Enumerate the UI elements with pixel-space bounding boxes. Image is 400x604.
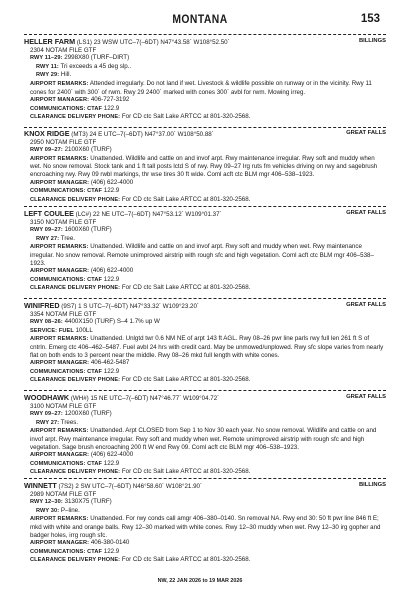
region-label: GREAT FALLS	[346, 302, 386, 308]
clearance-text: For CD ctc Salt Lake ARTCC at 801-320-2568.	[121, 195, 251, 203]
clearance-label: CLEARANCE DELIVERY PHONE:	[30, 196, 121, 203]
remarks-text: Attended irregularly. Do not land if wet. Livestock & wildlife possible on runway or in the vicinity. Rwy 11 cones for 2400´ with 300´ of rwm. Rwy 29 2400´ marked with cones 300´ avbl for rwm. Mowing irreg.	[30, 79, 372, 96]
manager-label: AIRPORT MANAGER:	[30, 97, 90, 104]
elevation-notam: 2304 NOTAM FILE GTF	[30, 46, 97, 54]
manager-label: AIRPORT MANAGER:	[30, 360, 90, 367]
runway-value: 4400X150 (TURF) S–4 1.7% up W	[64, 318, 160, 326]
remarks-label: AIRPORT REMARKS:	[30, 428, 89, 435]
comm-label: COMMUNICATIONS: CTAF	[30, 276, 103, 283]
runway-value: 2100X60 (TURF)	[64, 146, 112, 154]
remarks-label: AIRPORT REMARKS:	[30, 516, 89, 523]
airport-name: HELLER FARM	[24, 38, 76, 46]
remarks-text: Unattended. Arpt CLOSED from Sep 1 to Nov 30 each year. No snow removal. Wildlife and cattle on and invof arpt. Rwy maintenance irregular. Rwy soft and muddy when wet. Remote unimproved airstrip with rough sfc and high vegetation. Sage brush encroaching 200 ft W end Rwy 09. Coml acft ctc BLM mgr 406–538–1923.	[30, 427, 377, 451]
separator	[24, 34, 386, 35]
elevation-notam: 2950 NOTAM FILE GTF	[30, 138, 97, 146]
ctaf-frequency: 122.9	[103, 459, 120, 467]
airport-name: LEFT COULEE	[24, 210, 74, 218]
runway-label: RWY 09–27:	[30, 147, 63, 154]
separator	[24, 298, 386, 299]
region-label: GREAT FALLS	[346, 210, 386, 216]
region-label: GREAT FALLS	[346, 394, 386, 400]
runway-end-label: RWY 27:	[36, 419, 60, 426]
runway-end-label: RWY 11:	[36, 63, 59, 70]
runway-label: RWY 09–27:	[30, 411, 63, 418]
region-label: GREAT FALLS	[346, 130, 386, 136]
manager-phone: (406) 622-4000	[90, 451, 134, 459]
airport-name: WINIFRED	[24, 302, 60, 310]
manager-phone: 406-462-5487	[90, 359, 130, 367]
clearance-label: CLEARANCE DELIVERY PHONE:	[30, 469, 121, 476]
airport-name: WOODHAWK	[24, 394, 70, 402]
manager-phone: (406) 622-4000	[90, 178, 134, 186]
separator	[24, 478, 386, 479]
clearance-text: For CD ctc Salt Lake ARTCC at 801-320-2568.	[121, 284, 251, 292]
manager-label: AIRPORT MANAGER:	[30, 179, 90, 186]
runway-end-value: Hill.	[60, 71, 72, 79]
elevation-notam: 3150 NOTAM FILE GTF	[30, 218, 97, 226]
airport-entry-left-coulee	[24, 210, 386, 293]
separator	[24, 206, 386, 207]
ctaf-frequency: 122.9	[103, 275, 120, 283]
ctaf-frequency: 122.9	[103, 104, 120, 112]
comm-label: COMMUNICATIONS: CTAF	[30, 368, 103, 375]
remarks-text: Unattended. Wildlife and cattle on and invof arpt. Rwy soft and muddy when wet. Rwy maintenance irregular. No snow removal. Remote unimproved airstrip with rough sfc and high vegetation. Coml acft ctc BLM mgr 406–538–1923.	[30, 243, 374, 267]
runway-label: RWY 08–26:	[30, 319, 63, 326]
manager-label: AIRPORT MANAGER:	[30, 452, 90, 459]
runway-label: RWY 11–29:	[30, 55, 63, 62]
airport-location: (9S7) 1 S UTC–7(–6DT) N47°33.32´ W109°23.20´	[61, 303, 199, 310]
clearance-text: For CD ctc Salt Lake ARTCC at 801-320-2568.	[121, 468, 251, 476]
elevation-notam: 3354 NOTAM FILE GTF	[30, 310, 97, 318]
airport-location: (7S2) 2 SW UTC–7(–6DT) N46°58.60´ W108°21.90´	[58, 483, 203, 490]
ctaf-frequency: 122.9	[103, 187, 120, 195]
airport-location: (WH#) 15 NE UTC–7(–6DT) N47°46.77´ W109°04.72´	[70, 395, 220, 402]
comm-label: COMMUNICATIONS: CTAF	[30, 460, 103, 467]
airport-name: WINNETT	[24, 482, 57, 490]
manager-phone: 406-727-3192	[90, 96, 130, 104]
airport-entry-woodhawk	[24, 394, 386, 477]
runway-value: 3130X75 (TURF)	[64, 498, 112, 506]
runway-end-value: Tree.	[60, 234, 76, 242]
runway-end-value: P–line.	[60, 506, 80, 514]
runway-end-label: RWY 30:	[36, 507, 60, 514]
page-footer: NW, 22 JAN 2026 to 19 MAR 2026	[157, 578, 243, 584]
clearance-label: CLEARANCE DELIVERY PHONE:	[30, 285, 121, 292]
separator	[24, 390, 386, 391]
comm-label: COMMUNICATIONS: CTAF	[30, 548, 103, 555]
airport-entry-knox-ridge	[24, 130, 386, 204]
elevation-notam: 2989 NOTAM FILE GTF	[30, 490, 97, 498]
runway-label: RWY 12–30:	[30, 499, 63, 506]
remarks-label: AIRPORT REMARKS:	[30, 80, 89, 87]
page-title: MONTANA	[172, 14, 228, 26]
fuel-label: FUEL	[58, 327, 74, 334]
remarks-text: Unattended. Wildlife and cattle on and invof arpt. Rwy maintenance irregular. Rwy soft and muddy when wet. No snow removal. Stock tank and 1 ft tall posts lctd S of rwy. Rwy 09–27 Irg ruts fm vehicles driving on rwy and sagebrush encroaching rwy. Rwy 09 rwbl markings, thr wse tires 30 ft wide. Coml acft ctc BLM mgr 406–538–1923.	[30, 154, 378, 178]
clearance-label: CLEARANCE DELIVERY PHONE:	[30, 557, 121, 564]
manager-label: AIRPORT MANAGER:	[30, 268, 90, 275]
airport-location: (LC#) 22 NE UTC–7(–6DT) N47°53.12´ W109°01.37´	[75, 211, 222, 218]
runway-value: 1600X60 (TURF)	[64, 226, 112, 234]
region-label: BILLINGS	[358, 482, 386, 488]
manager-phone: 406-380-0140	[90, 539, 130, 547]
airport-entry-winifred	[24, 302, 386, 385]
manager-phone: (406) 622-4000	[90, 267, 134, 275]
runway-end-label: RWY 27:	[36, 235, 60, 242]
manager-label: AIRPORT MANAGER:	[30, 540, 90, 547]
separator	[24, 127, 386, 128]
runway-value: 2998X80 (TURF–DIRT)	[64, 54, 130, 62]
runway-end-value: Tri exceeds a 45 deg slp..	[60, 62, 132, 70]
runway-value: 1200X60 (TURF)	[64, 410, 112, 418]
comm-label: COMMUNICATIONS: CTAF	[30, 188, 103, 195]
remarks-label: AIRPORT REMARKS:	[30, 244, 89, 251]
runway-end-label: RWY 29:	[36, 72, 60, 79]
ctaf-frequency: 122.9	[103, 367, 120, 375]
airport-entry-winnett	[24, 482, 386, 565]
airport-location: (MT3) 24 E UTC–7(–6DT) N47°37.00´ W108°50.88´	[71, 131, 214, 138]
region-label: BILLINGS	[358, 38, 386, 44]
clearance-text: For CD ctc Salt Lake ARTCC at 801-320-2568.	[121, 113, 251, 121]
runway-end-value: Trees.	[60, 418, 79, 426]
fuel-value: 100LL	[75, 326, 93, 334]
clearance-label: CLEARANCE DELIVERY PHONE:	[30, 114, 121, 121]
ctaf-frequency: 122.9	[103, 547, 120, 555]
runway-label: RWY 09–27:	[30, 227, 63, 234]
airport-name: KNOX RIDGE	[24, 130, 70, 138]
page-number: 153	[360, 13, 380, 25]
airport-location: (LS1) 23 WSW UTC–7(–6DT) N47°43.58´ W108°52.50´	[76, 39, 230, 46]
clearance-text: For CD ctc Salt Lake ARTCC at 801-320-2568.	[121, 376, 251, 384]
comm-label: COMMUNICATIONS: CTAF	[30, 105, 103, 112]
remarks-text: Unattended. Unlgtd twr 0.6 NM NE of arpt 143 ft AGL. Rwy 08–26 pwr line parls rwy full len 261 ft S of cntrln. Emerg ctc 406–462–5487. Fuel avbl 24 hrs with credit card. May be unmowed/unplowed. Rwy sfc slope varies from nearly flat on both ends to 3 percent near the middle. Rwy 08–26 mkd full length with white cones.	[30, 335, 384, 359]
remarks-label: AIRPORT REMARKS:	[30, 155, 89, 162]
service-label: SERVICE:	[30, 327, 58, 334]
elevation-notam: 3100 NOTAM FILE GTF	[30, 402, 97, 410]
clearance-text: For CD ctc Salt Lake ARTCC at 801-320-2568.	[121, 556, 251, 564]
airport-entry-heller-farm	[24, 38, 386, 122]
remarks-text: Unattended. For rwy conds call amgr 406–380–0140. Sn removal NA. Rwy end 30: 50 ft pwr line 846 ft E; mkd with white and orange balls. Rwy 12–30 marked with white cones. Rwy 12–30 muddy when wet. Rwy 12–30 irg gopher and badger holes, irrg rough sfc.	[30, 515, 381, 539]
remarks-label: AIRPORT REMARKS:	[30, 336, 89, 343]
clearance-label: CLEARANCE DELIVERY PHONE:	[30, 377, 121, 384]
